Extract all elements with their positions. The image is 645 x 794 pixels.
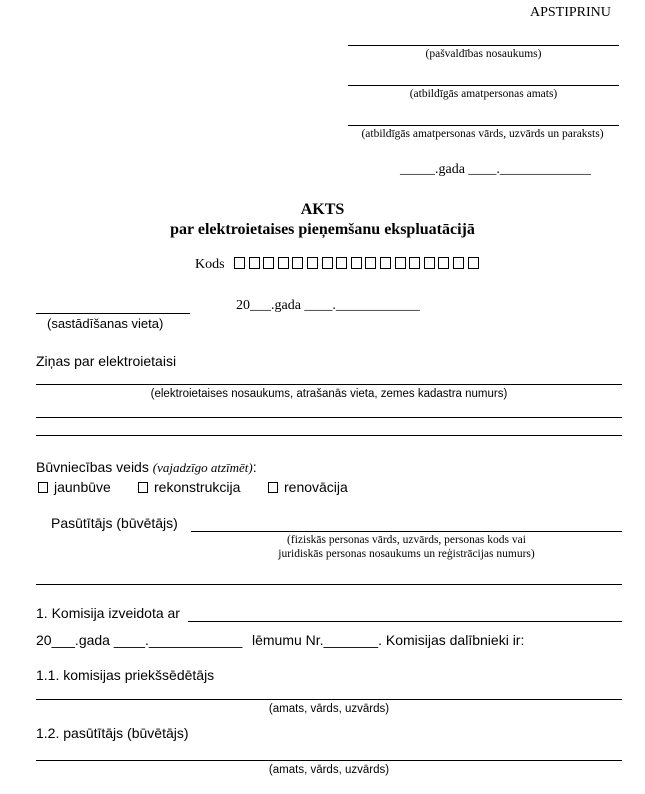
construction-note: (vajadzīgo atzīmēt) (152, 460, 253, 475)
municipality-caption: (pašvaldības nosaukums) (425, 48, 542, 60)
code-digit-box[interactable] (365, 257, 376, 269)
commission-client-line[interactable] (36, 760, 622, 761)
commission-decision-number[interactable]: lēmumu Nr._______. Komisijas dalībnieki ir: (252, 632, 525, 648)
code-digit-box[interactable] (292, 257, 303, 269)
place-caption: (sastādīšanas vieta) (47, 316, 164, 331)
code-digit-box[interactable] (234, 257, 245, 269)
code-digit-box[interactable] (453, 257, 464, 269)
commission-chair-label: 1.1. komisijas priekšsēdētājs (36, 667, 215, 683)
code-boxes (234, 257, 482, 272)
document-subtitle: par elektroietaises pieņemšanu ekspluatācijā (170, 221, 475, 238)
option-label: jaunbūve (54, 479, 111, 495)
official-name-line[interactable] (348, 125, 619, 126)
client-caption-2: juridiskās personas nosaukums un reģistrācijas numurs) (278, 548, 535, 560)
commission-client-label: 1.2. pasūtītājs (būvētājs) (36, 725, 189, 741)
installation-caption: (elektroietaises nosaukums, atrašanās vieta, zemes kadastra numurs) (150, 388, 508, 400)
construction-row (36, 459, 257, 476)
code-digit-box[interactable] (409, 257, 420, 269)
option-label: renovācija (284, 479, 348, 495)
installation-line-3[interactable] (36, 435, 622, 436)
code-label: Kods (195, 257, 225, 272)
code-digit-box[interactable] (438, 257, 449, 269)
installation-line-1[interactable] (36, 384, 622, 385)
client-caption-1: (fiziskās personas vārds, uzvārds, personas kods vai (287, 534, 526, 546)
official-position-line[interactable] (348, 85, 619, 86)
approval-date-line[interactable]: _____.gada ____._____________ (400, 162, 591, 177)
commission-decision-date[interactable]: 20___.gada ____.____________ (36, 632, 243, 648)
official-name-caption: (atbildīgās amatpersonas vārds, uzvārds un paraksts) (361, 128, 604, 140)
code-row (195, 257, 482, 273)
construction-option-new[interactable] (38, 479, 111, 495)
code-digit-box[interactable] (351, 257, 362, 269)
client-label: Pasūtītājs (būvētājs) (51, 515, 178, 531)
code-digit-box[interactable] (424, 257, 435, 269)
commission-chair-caption: (amats, vārds, uzvārds) (268, 703, 390, 715)
construction-label: Būvniecības veids (36, 459, 149, 475)
official-position-caption: (atbildīgās amatpersonas amats) (409, 88, 558, 100)
code-digit-box[interactable] (307, 257, 318, 269)
construction-option-reconstruction[interactable] (138, 479, 240, 495)
commission-established-line[interactable] (188, 621, 622, 622)
option-label: rekonstrukcija (154, 479, 241, 495)
construction-colon: : (252, 459, 257, 475)
checkbox-icon[interactable] (138, 482, 148, 493)
commission-client-caption: (amats, vārds, uzvārds) (268, 764, 390, 776)
code-digit-box[interactable] (278, 257, 289, 269)
municipality-line[interactable] (348, 45, 619, 46)
code-digit-box[interactable] (380, 257, 391, 269)
construction-option-renovation[interactable] (268, 479, 348, 495)
checkbox-icon[interactable] (268, 482, 278, 493)
code-digit-box[interactable] (263, 257, 274, 269)
commission-chair-line[interactable] (36, 699, 622, 700)
code-digit-box[interactable] (395, 257, 406, 269)
document-title: AKTS (300, 201, 345, 218)
commission-established-label: 1. Komisija izveidota ar (36, 605, 180, 621)
client-line-2[interactable] (36, 584, 622, 585)
approval-heading: APSTIPRINU (530, 5, 611, 20)
code-digit-box[interactable] (249, 257, 260, 269)
code-digit-box[interactable] (468, 257, 479, 269)
client-line[interactable] (191, 531, 622, 532)
code-digit-box[interactable] (322, 257, 333, 269)
installation-heading: Ziņas par elektroietaisi (36, 353, 177, 369)
installation-line-2[interactable] (36, 417, 622, 418)
checkbox-icon[interactable] (38, 482, 48, 493)
act-date-line[interactable]: 20___.gada ____.____________ (236, 298, 420, 313)
code-digit-box[interactable] (336, 257, 347, 269)
place-line[interactable] (36, 313, 190, 314)
